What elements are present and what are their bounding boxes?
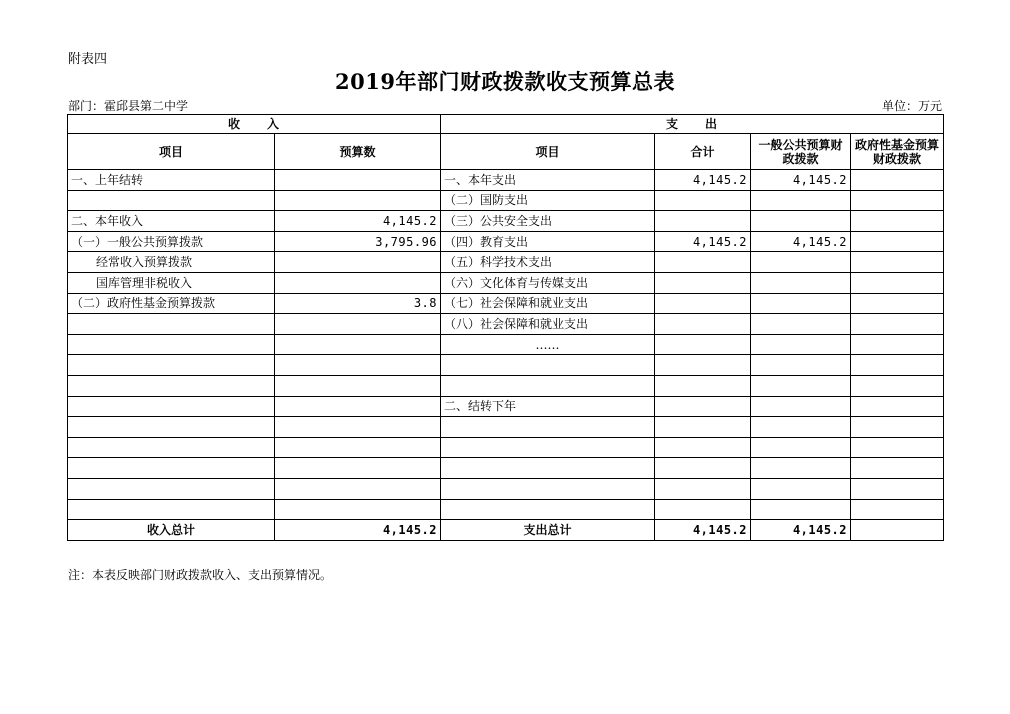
income-budget-cell <box>275 170 441 191</box>
expense-total-cell <box>655 396 751 417</box>
expense-fund-cell <box>851 272 944 293</box>
expense-general-cell <box>751 437 851 458</box>
expense-fund-cell <box>851 458 944 479</box>
table-row <box>68 478 944 499</box>
income-budget-cell: 4,145.2 <box>275 211 441 232</box>
table-row <box>68 231 944 252</box>
expense-total-cell <box>655 355 751 376</box>
expense-total-cell <box>655 499 751 520</box>
expense-total-header: 合计 <box>655 134 751 170</box>
income-budget-cell <box>275 334 441 355</box>
table-row <box>68 293 944 314</box>
expense-fund-cell <box>851 170 944 191</box>
expense-total-label: 支出总计 <box>441 520 655 541</box>
expense-general-cell <box>751 272 851 293</box>
expense-total-cell <box>655 190 751 211</box>
expense-fund-cell <box>851 293 944 314</box>
expense-item-cell: 二、结转下年 <box>441 396 655 417</box>
expense-item-cell: （三）公共安全支出 <box>441 211 655 232</box>
expense-fund-cell <box>851 190 944 211</box>
attachment-label: 附表四 <box>68 52 108 67</box>
expense-fund-cell <box>851 211 944 232</box>
expense-general-cell <box>751 314 851 335</box>
unit-label: 单位：万元 <box>881 99 942 113</box>
expense-total-cell <box>655 437 751 458</box>
income-item-cell <box>68 355 275 376</box>
totals-row <box>68 520 944 541</box>
expense-item-cell: （六）文化体育与传媒支出 <box>441 272 655 293</box>
expense-fund-cell <box>851 417 944 438</box>
expense-item-cell <box>441 375 655 396</box>
expense-fund-cell <box>851 437 944 458</box>
expense-total-cell <box>655 375 751 396</box>
income-budget-cell: 3,795.96 <box>275 231 441 252</box>
table-row <box>68 334 944 355</box>
income-item-cell <box>68 437 275 458</box>
table-note: 注：本表反映部门财政拨款收入、支出预算情况。 <box>68 568 333 582</box>
income-item-cell <box>68 375 275 396</box>
expense-total-cell <box>655 211 751 232</box>
income-budget-cell <box>275 478 441 499</box>
income-item-header: 项目 <box>68 134 275 170</box>
expense-fund-cell <box>851 355 944 376</box>
expense-general-cell <box>751 334 851 355</box>
expense-total-cell <box>655 458 751 479</box>
expense-item-cell: （七）社会保障和就业支出 <box>441 293 655 314</box>
expense-item-cell: （四）教育支出 <box>441 231 655 252</box>
expense-fund-cell <box>851 334 944 355</box>
expense-total-cell <box>655 478 751 499</box>
expense-item-cell <box>441 355 655 376</box>
expense-total-cell: 4,145.2 <box>655 231 751 252</box>
table-row <box>68 314 944 335</box>
table-row <box>68 170 944 191</box>
expense-general-cell: 4,145.2 <box>751 170 851 191</box>
table-row <box>68 375 944 396</box>
expense-section-header: 支 出 <box>441 115 944 134</box>
income-item-cell: 国库管理非税收入 <box>68 272 275 293</box>
income-item-cell <box>68 478 275 499</box>
expense-fund-cell <box>851 478 944 499</box>
table-row <box>68 272 944 293</box>
income-budget-cell <box>275 314 441 335</box>
expense-fund-cell <box>851 231 944 252</box>
expense-general-cell: 4,145.2 <box>751 231 851 252</box>
expense-total-cell <box>655 293 751 314</box>
expense-total-cell <box>655 272 751 293</box>
expense-general-header: 一般公共预算财政拨款 <box>751 134 851 170</box>
budget-table <box>67 114 944 541</box>
income-budget-cell <box>275 417 441 438</box>
income-budget-cell <box>275 499 441 520</box>
expense-item-cell <box>441 499 655 520</box>
expense-item-cell <box>441 458 655 479</box>
expense-general-cell <box>751 293 851 314</box>
expense-fund-cell <box>851 499 944 520</box>
expense-general-cell <box>751 190 851 211</box>
income-item-cell: （二）政府性基金预算拨款 <box>68 293 275 314</box>
income-section-header: 收 入 <box>68 115 441 134</box>
table-row <box>68 417 944 438</box>
income-item-cell <box>68 499 275 520</box>
income-item-cell: 一、上年结转 <box>68 170 275 191</box>
expense-general-total: 4,145.2 <box>751 520 851 541</box>
expense-fund-cell <box>851 375 944 396</box>
income-budget-cell <box>275 375 441 396</box>
income-budget-cell <box>275 437 441 458</box>
income-budget-cell <box>275 252 441 273</box>
income-item-cell <box>68 190 275 211</box>
income-item-cell <box>68 334 275 355</box>
income-total-value: 4,145.2 <box>275 520 441 541</box>
column-header-row <box>68 134 944 170</box>
table-row <box>68 499 944 520</box>
income-budget-cell <box>275 396 441 417</box>
expense-general-cell <box>751 375 851 396</box>
expense-item-cell <box>441 437 655 458</box>
income-budget-cell <box>275 272 441 293</box>
expense-fund-cell <box>851 314 944 335</box>
income-item-cell <box>68 314 275 335</box>
income-item-cell <box>68 417 275 438</box>
income-budget-cell: 3.8 <box>275 293 441 314</box>
expense-total-cell <box>655 252 751 273</box>
expense-total-cell <box>655 334 751 355</box>
income-budget-cell <box>275 355 441 376</box>
income-item-cell <box>68 458 275 479</box>
expense-item-cell: …… <box>441 334 655 355</box>
expense-general-cell <box>751 355 851 376</box>
table-row <box>68 190 944 211</box>
expense-fund-header: 政府性基金预算财政拨款 <box>851 134 944 170</box>
expense-fund-total <box>851 520 944 541</box>
expense-item-cell <box>441 478 655 499</box>
expense-item-header: 项目 <box>441 134 655 170</box>
expense-item-cell: （二）国防支出 <box>441 190 655 211</box>
expense-general-cell <box>751 458 851 479</box>
expense-total-cell: 4,145.2 <box>655 170 751 191</box>
expense-general-cell <box>751 252 851 273</box>
expense-general-cell <box>751 396 851 417</box>
table-row <box>68 252 944 273</box>
expense-total-value: 4,145.2 <box>655 520 751 541</box>
income-item-cell: 二、本年收入 <box>68 211 275 232</box>
income-item-cell <box>68 396 275 417</box>
department-label: 部门：霍邱县第二中学 <box>68 99 189 113</box>
income-item-cell: （一）一般公共预算拨款 <box>68 231 275 252</box>
expense-general-cell <box>751 499 851 520</box>
section-header-row <box>68 115 944 134</box>
expense-item-cell: 一、本年支出 <box>441 170 655 191</box>
income-total-label: 收入总计 <box>68 520 275 541</box>
expense-fund-cell <box>851 252 944 273</box>
table-row <box>68 355 944 376</box>
income-budget-header: 预算数 <box>275 134 441 170</box>
expense-item-cell: （八）社会保障和就业支出 <box>441 314 655 335</box>
income-budget-cell <box>275 458 441 479</box>
expense-general-cell <box>751 211 851 232</box>
table-row <box>68 437 944 458</box>
expense-general-cell <box>751 478 851 499</box>
expense-general-cell <box>751 417 851 438</box>
page-title: 2019年部门财政拨款收支预算总表 <box>335 69 675 94</box>
expense-item-cell <box>441 417 655 438</box>
table-row <box>68 396 944 417</box>
table-row <box>68 458 944 479</box>
expense-item-cell: （五）科学技术支出 <box>441 252 655 273</box>
income-item-cell: 经常收入预算拨款 <box>68 252 275 273</box>
expense-total-cell <box>655 417 751 438</box>
expense-total-cell <box>655 314 751 335</box>
income-budget-cell <box>275 190 441 211</box>
expense-fund-cell <box>851 396 944 417</box>
table-row <box>68 211 944 232</box>
